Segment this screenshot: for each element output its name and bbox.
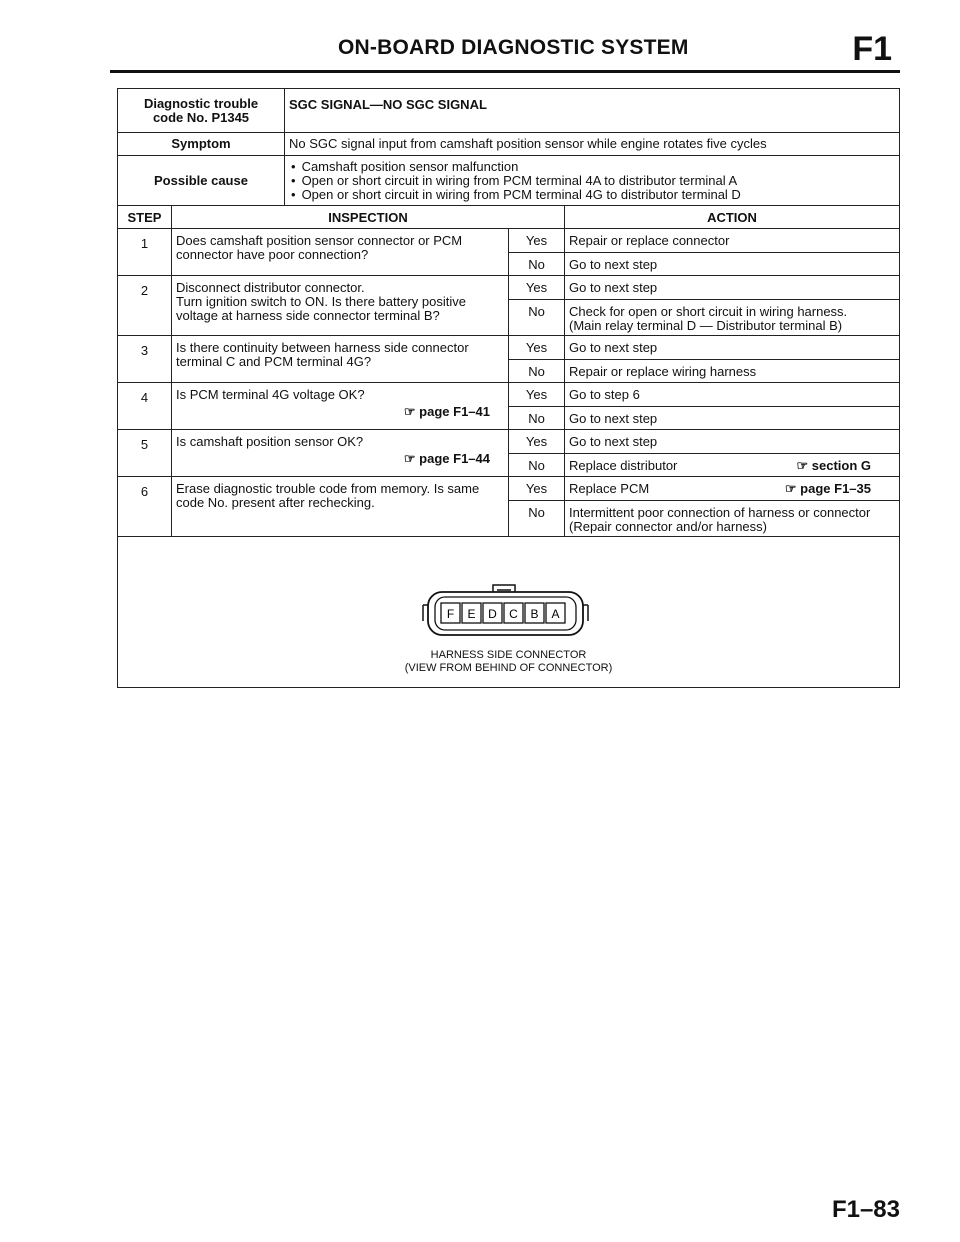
- table-header-row: [118, 206, 899, 229]
- connector-pin-label: B: [530, 607, 539, 621]
- action-yes: [564, 276, 899, 300]
- page-header: [110, 30, 900, 70]
- action-no: [564, 407, 899, 430]
- connector-caption-2: (VIEW FROM BEHIND OF CONNECTOR): [404, 662, 613, 674]
- action-no: [564, 501, 899, 537]
- symptom-row: [118, 133, 899, 156]
- action-no: [564, 454, 899, 477]
- action-no: [564, 253, 899, 276]
- possible-cause-list: [291, 160, 895, 202]
- inspection-header: INSPECTION: [171, 206, 564, 228]
- inspection-text: [171, 276, 508, 335]
- pointing-hand-icon: ☞: [403, 451, 420, 466]
- step-header: STEP: [127, 210, 162, 225]
- connector-pin-label: C: [509, 607, 518, 621]
- answer-no: No: [508, 407, 564, 430]
- answer-no: No: [508, 300, 564, 336]
- step-row: [118, 430, 899, 477]
- possible-cause-label: Possible cause: [154, 172, 248, 188]
- answer-no: No: [508, 454, 564, 477]
- action-line: Repair or replace wiring harness: [569, 364, 757, 379]
- action-line: Go to step 6: [569, 387, 640, 402]
- cause-item: • Open or short circuit in wiring from PCM terminal 4G to distributor terminal D: [291, 188, 895, 202]
- connector-pin-label: F: [446, 607, 455, 621]
- action-reference: [796, 459, 871, 473]
- action-line: Check for open or short circuit in wiring harness.: [569, 304, 848, 319]
- action-line: (Repair connector and/or harness): [569, 519, 767, 534]
- action-line: Repair or replace connector: [569, 233, 730, 248]
- action-line: Replace distributor: [569, 458, 678, 473]
- header-rule: [110, 70, 900, 73]
- answer-yes: Yes: [508, 229, 564, 253]
- page-reference: [404, 452, 490, 466]
- page-reference-text: page F1–44: [419, 451, 490, 466]
- inspection-line: terminal C and PCM terminal 4G?: [176, 354, 372, 369]
- section-code: F1: [852, 30, 892, 68]
- symptom-label: Symptom: [171, 136, 231, 151]
- action-reference-text: page F1–35: [800, 481, 871, 496]
- action-header: ACTION: [564, 206, 899, 228]
- dtc-label: [118, 89, 284, 132]
- answer-yes: Yes: [508, 336, 564, 360]
- harness-connector-drawing: [118, 551, 901, 651]
- action-no: [564, 360, 899, 383]
- step-number: 1: [140, 236, 149, 251]
- step-number: 2: [140, 283, 149, 298]
- page-reference-text: page F1–41: [419, 404, 490, 419]
- connector-pin-label: A: [551, 607, 560, 621]
- connector-pin-label: E: [467, 607, 476, 621]
- action-no: [564, 300, 899, 336]
- inspection-text: [171, 383, 508, 429]
- action-yes: [564, 430, 899, 454]
- inspection-line: Is camshaft position sensor OK?: [176, 434, 364, 449]
- answer-yes: Yes: [508, 276, 564, 300]
- dtc-label-line1: Diagnostic trouble: [143, 95, 259, 111]
- answer-no: No: [508, 501, 564, 537]
- step-row: [118, 336, 899, 383]
- pointing-hand-icon: ☞: [796, 458, 812, 473]
- step-row: [118, 477, 899, 537]
- step-number: 6: [140, 484, 149, 499]
- action-line: Go to next step: [569, 280, 658, 295]
- inspection-line: Erase diagnostic trouble code from memory. Is same: [176, 481, 480, 496]
- step-row: [118, 229, 899, 276]
- symptom-value: No SGC signal input from camshaft position sensor while engine rotates five cycles: [284, 133, 899, 155]
- inspection-text: [171, 430, 508, 476]
- cause-item: • Camshaft position sensor malfunction: [291, 160, 895, 174]
- step-row: [118, 276, 899, 336]
- step-number: 5: [140, 437, 149, 452]
- step-number: 4: [140, 390, 149, 405]
- cause-item: • Open or short circuit in wiring from PCM terminal 4A to distributor terminal A: [291, 174, 895, 188]
- page-title: ON-BOARD DIAGNOSTIC SYSTEM: [338, 36, 689, 59]
- answer-yes: Yes: [508, 477, 564, 501]
- pointing-hand-icon: ☞: [403, 404, 420, 419]
- pointing-hand-icon: ☞: [784, 481, 801, 496]
- answer-yes: Yes: [508, 430, 564, 454]
- dtc-value: SGC SIGNAL—NO SGC SIGNAL: [284, 89, 899, 132]
- action-line: Replace PCM: [569, 481, 650, 496]
- inspection-text: [171, 477, 508, 536]
- inspection-line: Turn ignition switch to ON. Is there battery positive: [176, 294, 466, 309]
- action-line: Go to next step: [569, 411, 658, 426]
- action-yes: [564, 477, 899, 501]
- action-reference: [785, 482, 871, 496]
- connector-pin-label: D: [488, 607, 497, 621]
- inspection-line: connector have poor connection?: [176, 247, 369, 262]
- connector-caption-1: HARNESS SIDE CONNECTOR: [430, 649, 587, 661]
- step-number: 3: [140, 343, 149, 358]
- action-line: Intermittent poor connection of harness or connector: [569, 505, 871, 520]
- action-line: Go to next step: [569, 434, 658, 449]
- action-line: Go to next step: [569, 340, 658, 355]
- answer-yes: Yes: [508, 383, 564, 407]
- action-yes: [564, 383, 899, 407]
- action-yes: [564, 229, 899, 253]
- inspection-line: Disconnect distributor connector.: [176, 280, 365, 295]
- inspection-text: [171, 336, 508, 382]
- dtc-label-line2: code No. P1345: [152, 109, 250, 125]
- action-line: Go to next step: [569, 257, 658, 272]
- inspection-line: Does camshaft position sensor connector or PCM: [176, 233, 463, 248]
- possible-cause-row: [118, 156, 899, 206]
- inspection-text: [171, 229, 508, 275]
- connector-diagram: [118, 551, 899, 688]
- action-yes: [564, 336, 899, 360]
- step-row: [118, 383, 899, 430]
- inspection-line: Is PCM terminal 4G voltage OK?: [176, 387, 365, 402]
- action-line: (Main relay terminal D — Distributor terminal B): [569, 318, 843, 333]
- action-reference-text: section G: [811, 458, 871, 473]
- answer-no: No: [508, 253, 564, 276]
- inspection-line: voltage at harness side connector terminal B?: [176, 308, 440, 323]
- answer-no: No: [508, 360, 564, 383]
- diagnostic-table: [117, 88, 900, 688]
- page-number: F1–83: [831, 1196, 900, 1223]
- inspection-line: code No. present after rechecking.: [176, 495, 375, 510]
- dtc-row: [118, 89, 899, 133]
- inspection-line: Is there continuity between harness side connector: [176, 340, 469, 355]
- page-reference: [404, 405, 490, 419]
